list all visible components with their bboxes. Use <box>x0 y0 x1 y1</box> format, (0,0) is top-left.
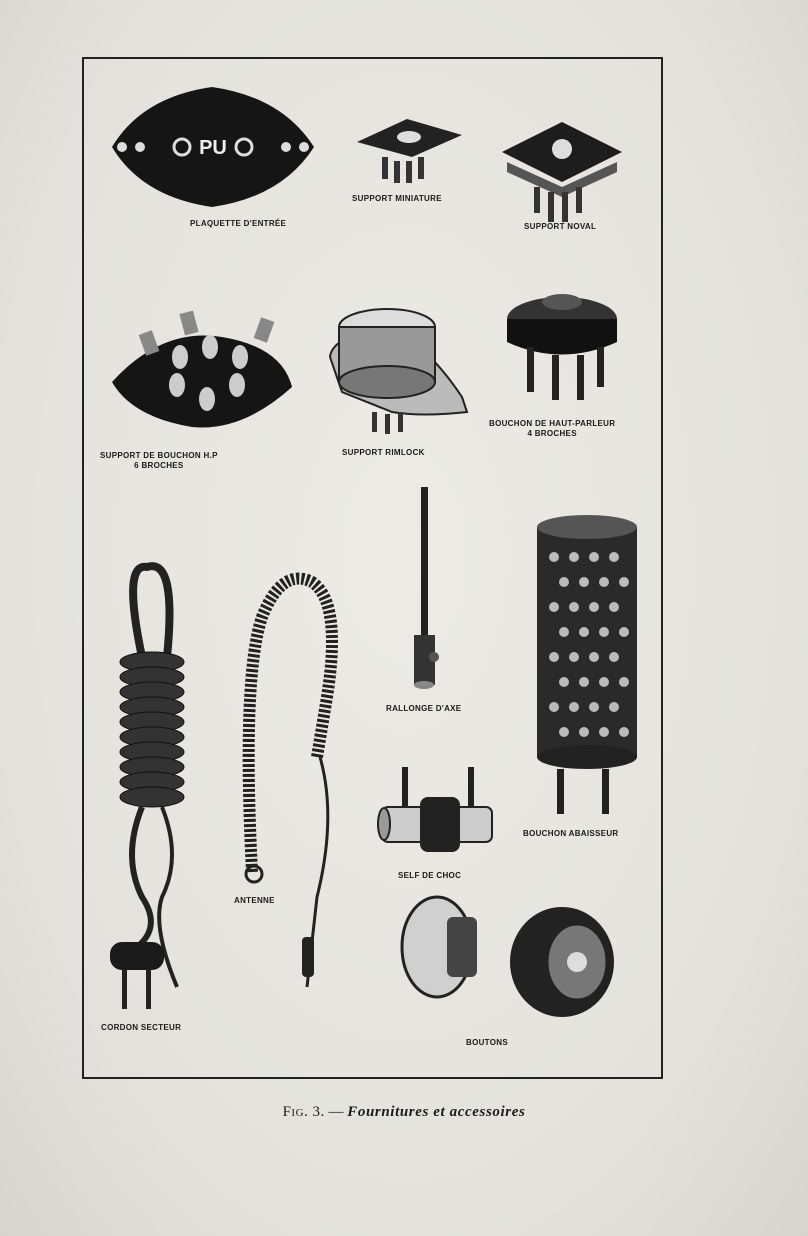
bouchon-hp-drawing <box>507 294 617 400</box>
label-support-bouchon-hp <box>100 451 218 471</box>
caption-title: Fournitures et accessoires <box>347 1104 526 1120</box>
support-noval-drawing <box>502 122 622 222</box>
plaquette-entree-drawing <box>112 87 314 207</box>
caption-figure-number: Fig. 3. <box>282 1104 325 1120</box>
label-bouchon-hp <box>489 419 615 439</box>
label-boutons: BOUTONS <box>466 1038 508 1047</box>
support-bouchon-hp-drawing <box>112 311 292 428</box>
label-bouchon-hp-line1: BOUCHON DE HAUT-PARLEUR <box>489 419 616 428</box>
label-support-noval: SUPPORT NOVAL <box>524 222 597 231</box>
label-support-bouchon-hp-line1: SUPPORT DE BOUCHON H.P <box>100 451 218 460</box>
support-rimlock-drawing <box>330 309 467 434</box>
boutons-drawing <box>402 897 614 1017</box>
label-cordon-secteur: CORDON SECTEUR <box>101 1023 182 1032</box>
label-bouchon-hp-line2: 4 BROCHES <box>527 429 577 438</box>
label-support-rimlock: SUPPORT RIMLOCK <box>342 448 425 457</box>
figure-caption <box>0 1104 808 1121</box>
plaquette-pu-text: PU <box>199 137 227 159</box>
label-bouchon-abaisseur: BOUCHON ABAISSEUR <box>523 829 619 838</box>
cordon-secteur-drawing <box>110 566 184 1009</box>
self-de-choc-drawing <box>378 767 492 852</box>
label-support-bouchon-hp-line2: 6 BROCHES <box>134 461 184 470</box>
label-antenne: ANTENNE <box>234 896 275 905</box>
caption-dash: — <box>324 1104 348 1120</box>
label-self-de-choc: SELF DE CHOC <box>398 871 462 880</box>
label-plaquette-entree: PLAQUETTE D'ENTRÉE <box>190 219 287 228</box>
bouchon-abaisseur-drawing <box>537 515 637 814</box>
support-miniature-drawing <box>357 119 462 183</box>
label-rallonge-axe: RALLONGE D'AXE <box>386 704 462 713</box>
rallonge-axe-drawing <box>414 487 439 689</box>
label-support-miniature: SUPPORT MINIATURE <box>352 194 442 203</box>
antenne-drawing <box>246 579 332 987</box>
figure-illustration <box>82 57 663 1079</box>
